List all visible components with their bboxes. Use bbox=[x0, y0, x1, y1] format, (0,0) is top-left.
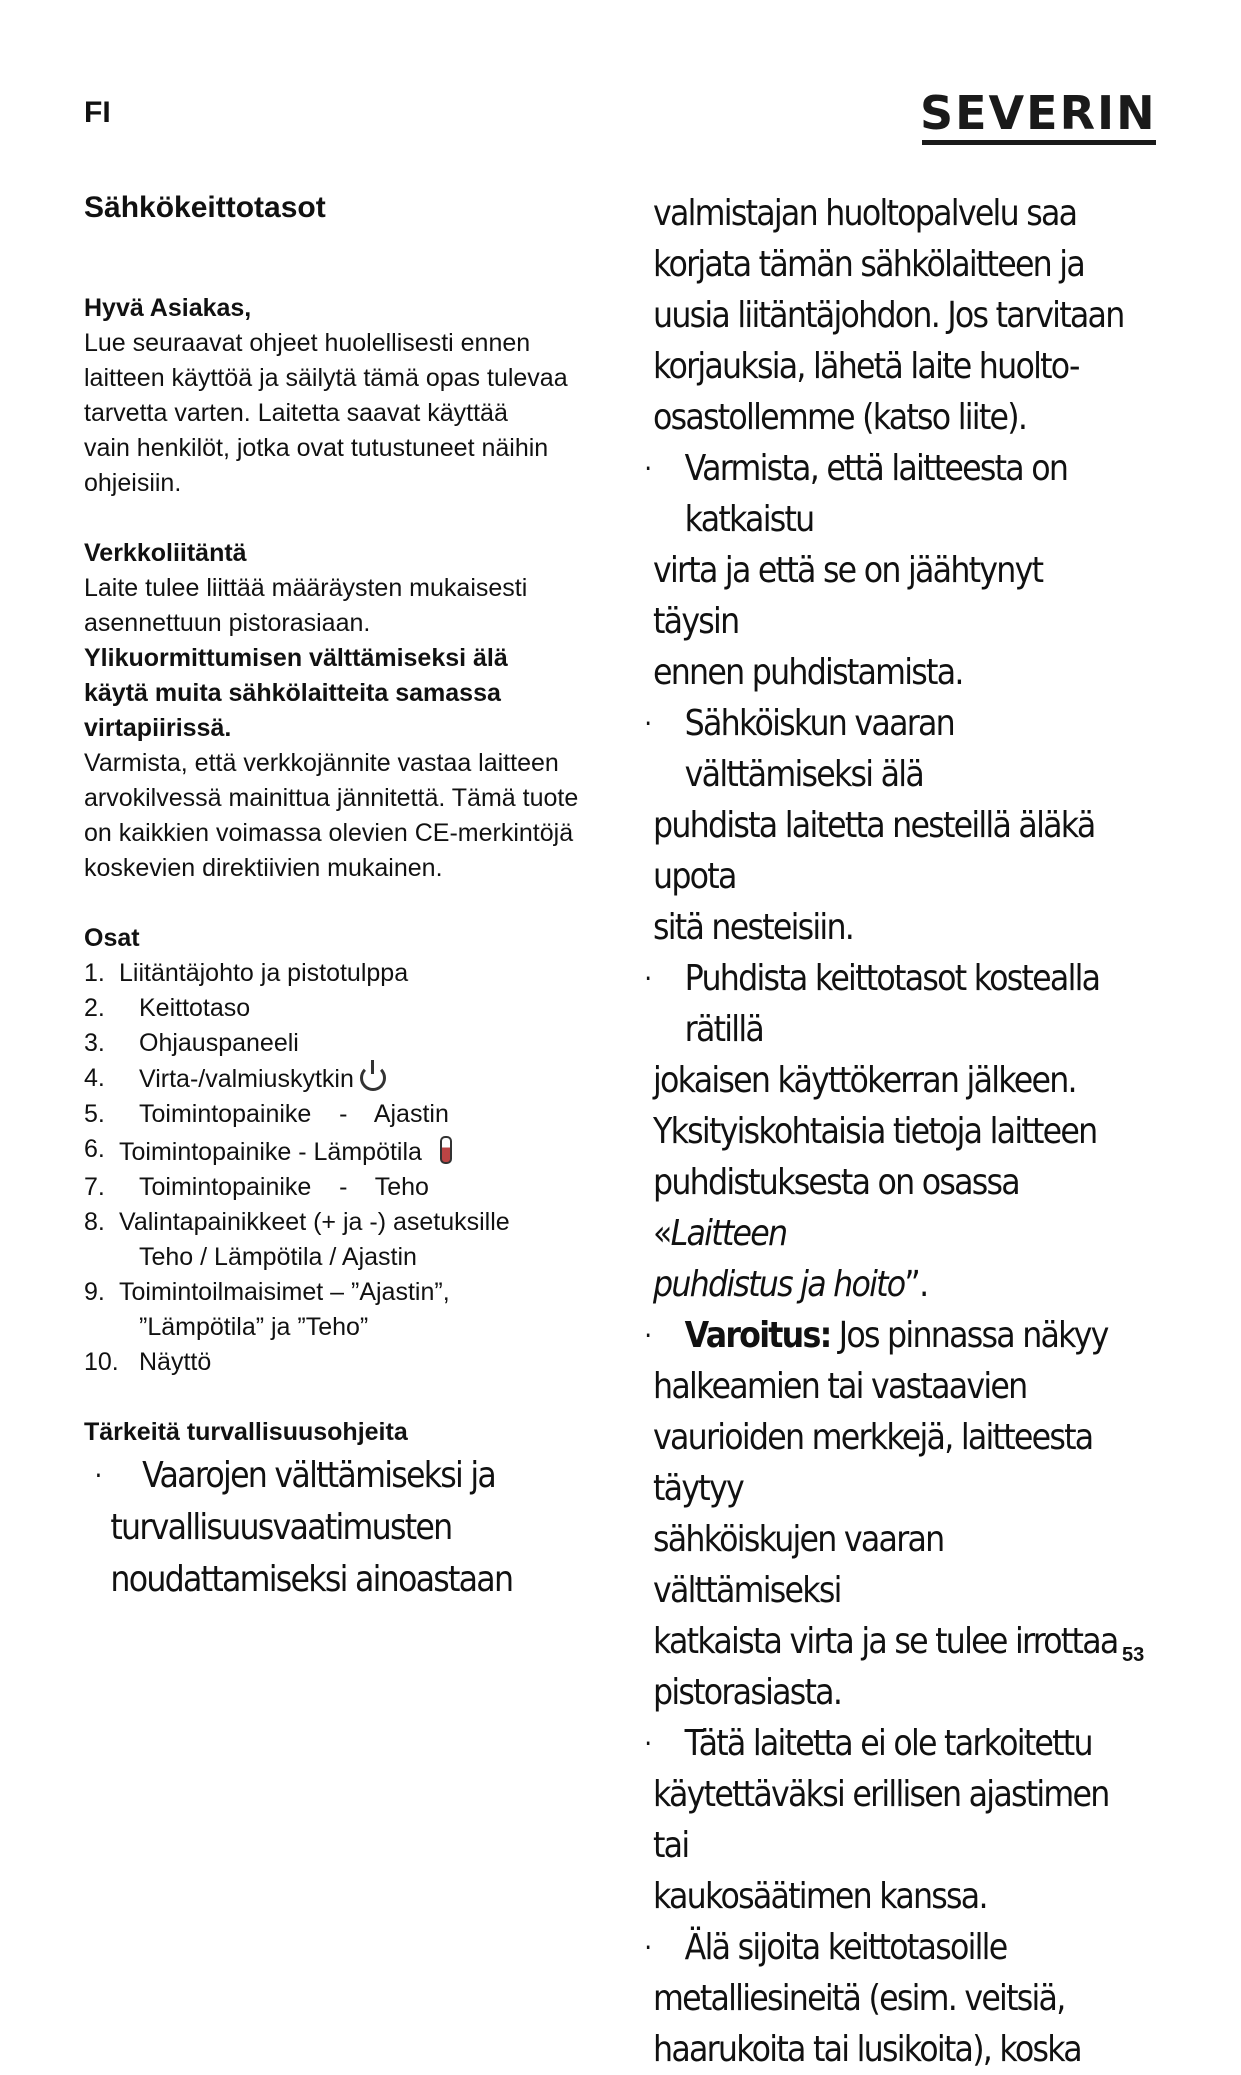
connection-section bbox=[84, 536, 604, 886]
bullet-lead: Tätä laitetta ei ole tarkoitettu bbox=[684, 1723, 1092, 1764]
list-item bbox=[84, 1026, 604, 1061]
item-text: Toimintopainike - Ajastin bbox=[139, 1100, 449, 1128]
bullet-icon: · bbox=[644, 452, 651, 485]
bullet-line: vaurioiden merkkejä, laitteesta täytyy bbox=[653, 1417, 1093, 1509]
bullet-line: sitä nesteisiin. bbox=[653, 907, 854, 948]
parts-heading: Osat bbox=[84, 924, 140, 952]
bullet-lead: Älä sijoita keittotasoille bbox=[684, 1927, 1007, 1968]
bullet-line: Yksityiskohtaisia tietoja laitteen bbox=[653, 1111, 1097, 1152]
bullet-icon: · bbox=[644, 1319, 651, 1352]
connection-line: Laite tulee liittää määräysten mukaisesti bbox=[84, 574, 528, 602]
item-text: Toimintopainike - Teho bbox=[139, 1173, 429, 1201]
item-text: Toimintopainike - Lämpötila bbox=[119, 1138, 422, 1166]
item-text: Virta-/valmiuskytkin bbox=[139, 1065, 354, 1093]
intro-section bbox=[84, 291, 604, 501]
item-number: 5. bbox=[84, 1100, 105, 1128]
bullet-item bbox=[644, 1718, 1128, 1922]
item-number: 10. bbox=[84, 1348, 119, 1376]
bullet-lead bbox=[653, 1310, 1128, 1361]
bullet-line bbox=[653, 1259, 1128, 1310]
intro-line: vain henkilöt, jotka ovat tutustuneet näihin bbox=[84, 434, 549, 462]
bullet-line: katkaista virta ja se tulee irrottaa bbox=[653, 1621, 1118, 1662]
list-item bbox=[84, 956, 604, 991]
section-reference: Laitteen bbox=[670, 1213, 787, 1254]
text-line: valmistajan huoltopalvelu saa bbox=[653, 193, 1077, 234]
section-reference: puhdistus ja hoito bbox=[653, 1264, 905, 1305]
parts-list bbox=[84, 956, 604, 1380]
connection-line: koskevien direktiivien mukainen. bbox=[84, 854, 443, 882]
connection-line: on kaikkien voimassa olevien CE-merkintöjä bbox=[84, 819, 574, 847]
item-text: Näyttö bbox=[139, 1348, 212, 1376]
item-number: 4. bbox=[84, 1064, 105, 1092]
list-item bbox=[84, 1345, 604, 1380]
list-item bbox=[84, 1061, 604, 1097]
text-line: uusia liitäntäjohdon. Jos tarvitaan bbox=[653, 295, 1124, 336]
bullet-lead: Sähköiskun vaaran välttämiseksi älä bbox=[684, 703, 954, 795]
item-subtext: ”Lämpötila” ja ”Teho” bbox=[139, 1313, 369, 1341]
item-text: Ohjauspaneeli bbox=[139, 1029, 299, 1057]
text-line: osastollemme (katso liite). bbox=[653, 397, 1027, 438]
connection-line: Varmista, että verkkojännite vastaa laitteen bbox=[84, 749, 559, 777]
bullet-item bbox=[644, 443, 1128, 698]
bullet-icon: · bbox=[644, 707, 651, 740]
list-item bbox=[84, 1205, 604, 1275]
bullet-lead: Vaarojen välttämiseksi ja bbox=[142, 1455, 496, 1496]
bullet-line: virta ja että se on jäähtynyt täysin bbox=[653, 550, 1043, 642]
bullet-item bbox=[644, 1310, 1128, 1718]
item-text: Keittotaso bbox=[139, 994, 251, 1022]
intro-heading: Hyvä Asiakas, bbox=[84, 294, 252, 322]
parts-section bbox=[84, 921, 604, 1380]
text-span: puhdistuksesta on osassa « bbox=[653, 1162, 1019, 1254]
list-item bbox=[84, 1097, 604, 1132]
list-item bbox=[84, 1275, 604, 1345]
bullet-line: ennen puhdistamista. bbox=[653, 652, 963, 693]
item-number: 1. bbox=[84, 959, 105, 987]
brand-logo bbox=[920, 86, 1158, 146]
list-item bbox=[84, 991, 604, 1026]
item-number: 3. bbox=[84, 1029, 105, 1057]
item-number: 7. bbox=[84, 1173, 105, 1201]
bullet-item bbox=[644, 953, 1128, 1310]
bullet-line: jokaisen käyttökerran jälkeen. bbox=[653, 1060, 1076, 1101]
bullet-lead: Varmista, että laitteesta on katkaistu bbox=[684, 448, 1068, 540]
connection-warning: Ylikuormittumisen välttämiseksi älä bbox=[84, 644, 508, 672]
bullet-line: käytettäväksi erillisen ajastimen tai bbox=[653, 1774, 1109, 1866]
intro-line: ohjeisiin. bbox=[84, 469, 182, 497]
item-text: Liitäntäjohto ja pistotulppa bbox=[119, 959, 409, 987]
item-number: 2. bbox=[84, 994, 105, 1022]
bullet-line: metalliesineitä (esim. veitsiä, bbox=[653, 1978, 1065, 2019]
bullet-lead: Puhdista keittotasot kostealla rätillä bbox=[684, 958, 1100, 1050]
intro-line: Lue seuraavat ohjeet huolellisesti ennen bbox=[84, 329, 531, 357]
text-line: korjata tämän sähkölaitteen ja bbox=[653, 244, 1085, 285]
page-number: 53 bbox=[1122, 1644, 1145, 1666]
thermometer-icon bbox=[440, 1136, 452, 1164]
intro-line: laitteen käyttöä ja säilytä tämä opas tulevaa bbox=[84, 364, 568, 392]
safety-text bbox=[84, 1450, 603, 1606]
left-column bbox=[84, 188, 604, 1606]
connection-warning: käytä muita sähkölaitteita samassa bbox=[84, 679, 501, 707]
connection-warning: virtapiirissä. bbox=[84, 714, 232, 742]
brand-logo-underline bbox=[922, 140, 1156, 145]
power-icon bbox=[360, 1065, 386, 1091]
connection-heading: Verkkoliitäntä bbox=[84, 539, 247, 567]
item-number: 9. bbox=[84, 1278, 105, 1306]
text-line: korjauksia, lähetä laite huolto- bbox=[653, 346, 1079, 387]
language-code: FI bbox=[84, 96, 111, 129]
bullet-line: noudattamiseksi ainoastaan bbox=[110, 1559, 513, 1600]
safety-section bbox=[84, 1415, 604, 1606]
bullet-line bbox=[653, 1157, 1128, 1259]
intro-line: tarvetta varten. Laitetta saavat käyttää bbox=[84, 399, 508, 427]
bullet-line: kaukosäätimen kanssa. bbox=[653, 1876, 987, 1917]
text-span: ”. bbox=[904, 1264, 928, 1305]
bullet-line: turvallisuusvaatimusten bbox=[110, 1507, 452, 1548]
bullet-line: pistorasiasta. bbox=[653, 1672, 842, 1713]
bullet-line: sähköiskujen vaaran välttämiseksi bbox=[653, 1519, 944, 1611]
bullet-icon: · bbox=[644, 962, 651, 995]
brand-logo-text: SEVERIN bbox=[920, 86, 1157, 140]
bullet-line: haarukoita tai lusikoita), koska bbox=[653, 2029, 1081, 2070]
right-column bbox=[644, 188, 1128, 2075]
page-title: Sähkökeittotasot bbox=[84, 191, 326, 224]
item-subtext: Teho / Lämpötila / Ajastin bbox=[139, 1243, 417, 1271]
bullet-line: puhdista laitetta nesteillä äläkä upota bbox=[653, 805, 1095, 897]
connection-line: arvokilvessä mainittua jännitettä. Tämä tuote bbox=[84, 784, 579, 812]
warning-label: Varoitus: bbox=[684, 1315, 831, 1356]
safety-heading: Tärkeitä turvallisuusohjeita bbox=[84, 1418, 408, 1446]
bullet-icon: · bbox=[94, 1459, 101, 1492]
bullet-line: halkeamien tai vastaavien bbox=[653, 1366, 1027, 1407]
item-number: 8. bbox=[84, 1208, 105, 1236]
connection-line: asennettuun pistorasiaan. bbox=[84, 609, 371, 637]
bullet-icon: · bbox=[644, 1931, 651, 1964]
bullet-icon: · bbox=[644, 1727, 651, 1760]
list-item bbox=[84, 1132, 604, 1170]
item-text: Valintapainikkeet (+ ja -) asetuksille bbox=[119, 1208, 510, 1236]
item-text: Toimintoilmaisimet – ”Ajastin”, bbox=[119, 1278, 450, 1306]
list-item bbox=[84, 1170, 604, 1205]
text-span: Jos pinnassa näkyy bbox=[830, 1315, 1108, 1356]
bullet-item bbox=[644, 1922, 1128, 2075]
item-number: 6. bbox=[84, 1135, 105, 1163]
bullet-item bbox=[84, 1450, 603, 1606]
bullet-item bbox=[644, 698, 1128, 953]
